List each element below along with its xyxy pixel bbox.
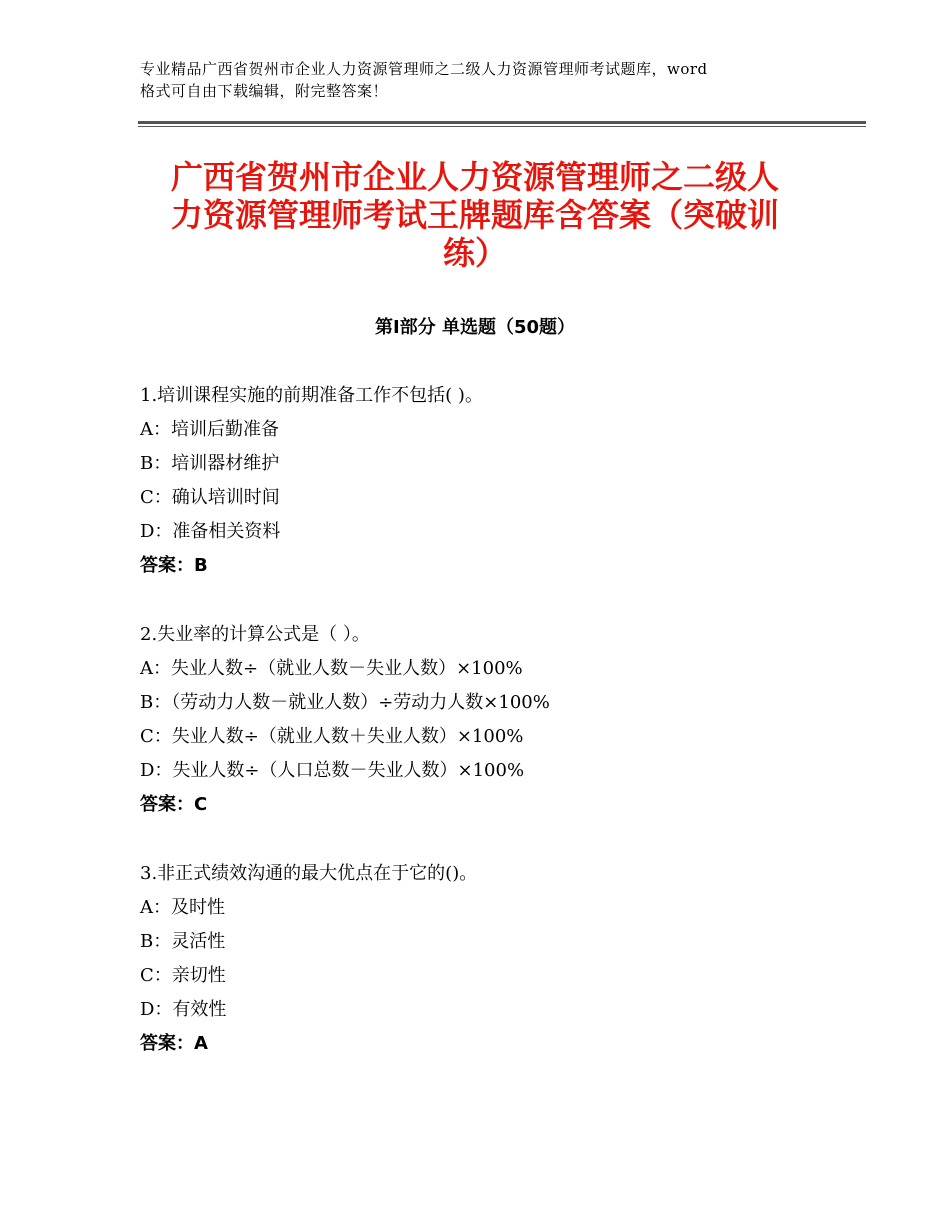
answer: 答案：A <box>140 1033 208 1054</box>
option-d: D：准备相关资料 <box>140 521 281 542</box>
answer: 答案：B <box>140 555 208 576</box>
document-title <box>140 158 810 272</box>
header-note-line-2: 格式可自由下载编辑，附完整答案！ <box>140 82 389 100</box>
option-d: D：失业人数÷（人口总数－失业人数）×100% <box>140 760 525 781</box>
option-b: B：培训器材维护 <box>140 453 280 474</box>
option-a: A：及时性 <box>140 897 225 918</box>
option-a: A：失业人数÷（就业人数－失业人数）×100% <box>140 658 523 679</box>
header-note <box>140 58 830 102</box>
option-b: B：灵活性 <box>140 931 226 952</box>
option-c: C：确认培训时间 <box>140 487 280 508</box>
header-divider-thick <box>138 121 866 124</box>
document-title-line-3: 练） <box>442 234 507 272</box>
option-c: C：亲切性 <box>140 965 226 986</box>
answer: 答案：C <box>140 794 208 815</box>
option-a: A：培训后勤准备 <box>140 419 279 440</box>
question-stem: 1.培训课程实施的前期准备工作不包括( )。 <box>140 385 483 406</box>
question-stem: 2.失业率的计算公式是（ ）。 <box>140 624 370 645</box>
option-c: C：失业人数÷（就业人数＋失业人数）×100% <box>140 726 524 747</box>
header-divider-thin <box>138 126 866 127</box>
section-title: 第Ⅰ部分 单选题（50题） <box>374 317 575 338</box>
question-1 <box>140 379 840 583</box>
question-2 <box>140 618 840 822</box>
option-b: B：（劳动力人数－就业人数）÷劳动力人数×100% <box>140 692 550 713</box>
option-d: D：有效性 <box>140 999 227 1020</box>
document-title-line-2: 力资源管理师考试王牌题库含答案（突破训 <box>170 196 779 234</box>
header-note-line-1: 专业精品广西省贺州市企业人力资源管理师之二级人力资源管理师考试题库，word <box>140 60 708 78</box>
question-3 <box>140 857 840 1061</box>
question-stem: 3.非正式绩效沟通的最大优点在于它的()。 <box>140 863 478 884</box>
document-title-line-1: 广西省贺州市企业人力资源管理师之二级人 <box>170 158 779 196</box>
